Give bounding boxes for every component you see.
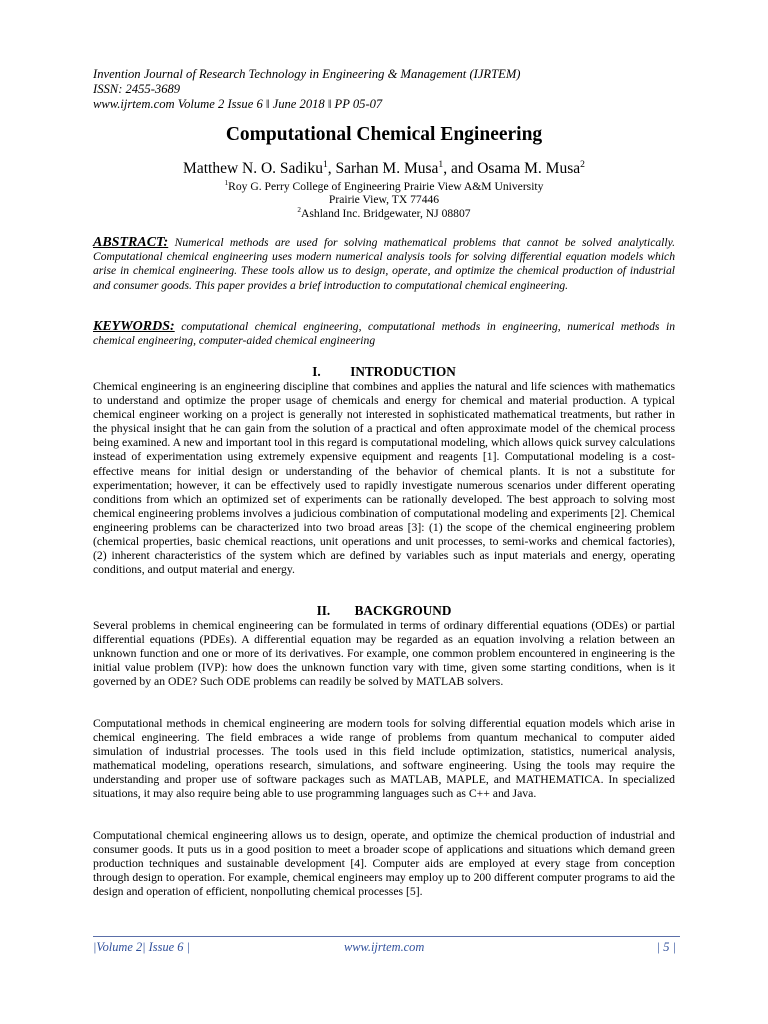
author-separator: , — [327, 160, 336, 177]
affiliation-mark: 2 — [580, 158, 585, 170]
abstract-text: Numerical methods are used for solving mathematical problems that cannot be solved analytically. Computational chemical engineering uses modern numerical analysis tools for solving differential equation models which arise in chemical engineering. These tools allow us to design, operate, and optimize the chemical production of industrial and consumer goods. This paper provides a brief introduction to computational chemical engineering. — [93, 236, 676, 292]
paragraph: Computational methods in chemical engineering are modern tools for solving differential equation models which arise in chemical engineering. The field embraces a wide range of problems from quantum mechanical to computer aided simulation of industrial processes. The tools used in this field include optimization, statistics, numerical analysis, mathematical modeling, operations research, simulations, and software engineering. Using the tools may require the understanding and proper use of software packages such as MATLAB, MAPLE, and MATHEMATICA. In specialized situations, it may also require being able to use programming languages such as C++ and Java. — [93, 717, 675, 801]
footer-divider — [93, 936, 680, 937]
affiliation-mark: 2 — [297, 206, 302, 215]
section-title: BACKGROUND — [354, 603, 452, 618]
paragraph: Several problems in chemical engineering can be formulated in terms of ordinary differential equations (ODEs) or partial differential equations (PDEs). A differential equation may be regarded as an equation involving a relation between an unknown function and one or more of its derivatives. For example, one common problem encountered in engineering is the initial value problem (IVP): how does the unknown function vary with time, given some starting conditions, when is it governed by an ODE? Such ODE problems can readily be solved by MATLAB solvers. — [93, 619, 675, 689]
issn: ISSN: 2455-3689 — [93, 82, 181, 96]
paragraph: Chemical engineering is an engineering discipline that combines and applies the natural and life sciences with mathematics to understand and optimize the proper usage of chemicals and energy for chemical and material production. A typical chemical engineer working on a project is generally not interested in sophisticated mathematical treatments, but rather in the physical insight that he can gain from the solution of a practical and often approximate model of the chemical process being examined. A new and important tool in this regard is computational modeling, which allows quick survey calculations instead of experimentation using extremely expensive equipment and reagents [1]. Computational modeling is a cost-effective means for initial design or understanding of the behavior of chemical plants. It is not a substitute for experimentation; however, it can be effectively used to rapidly investigate numerous scenarios under different operating conditions from which an optimized set of experiments can be rationally developed. The best approach to solving most chemical engineering problems involves a judicious combination of computational modeling and experiments [2]. Chemical engineering problems can be characterized into two broad areas [3]: (1) the scope of the chemical engineering problem (chemical properties, basic chemical reactions, unit operations and unit processes, to semi-works and chemical factories), (2) inherent characteristics of the system which are defined by variables such as input materials and energy, operating conditions, and output material and energy. — [93, 380, 675, 577]
author-name: Sarhan M. Musa — [335, 160, 439, 177]
footer-page-number: | 5 | — [656, 940, 676, 954]
paragraph: Computational chemical engineering allows us to design, operate, and optimize the chemical production of industrial and consumer goods. It puts us in a good position to meet a broader scope of applications and situations which demand green production techniques and sustainable development [4]. Computer aids are employed at every stage from conception through design to operation. For example, chemical engineers may employ up to 200 different computer programs to aid the design and operation of efficient, nonpolluting chemical processes [5]. — [93, 829, 675, 899]
affiliation-text: Ashland Inc. Bridgewater, NJ 08807 — [301, 207, 471, 220]
abstract — [93, 236, 675, 293]
section-number: I. — [312, 364, 321, 379]
journal-name: Invention Journal of Research Technology in Engineering & Management (IJRTEM) — [93, 67, 521, 81]
section-heading-introduction — [0, 364, 768, 380]
affiliation-2 — [0, 207, 768, 220]
section-title: INTRODUCTION — [350, 364, 456, 379]
footer-volume-issue: |Volume 2| Issue 6 | — [93, 940, 190, 954]
author-name: Osama M. Musa — [477, 160, 581, 177]
abstract-label: ABSTRACT: — [93, 235, 169, 250]
author-list — [0, 160, 768, 178]
author-separator: , and — [443, 160, 478, 177]
keywords-label: KEYWORDS: — [93, 319, 175, 334]
keywords — [93, 320, 675, 348]
volume-line: www.ijrtem.com Volume 2 Issue 6 ǁ June 2018 ǁ PP 05-07 — [93, 97, 383, 111]
affiliation-mark: 1 — [438, 158, 444, 170]
section-heading-background — [0, 603, 768, 619]
paper-title: Computational Chemical Engineering — [225, 124, 543, 145]
affiliation-1 — [0, 180, 768, 193]
footer-website-link[interactable]: www.ijrtem.com — [344, 940, 425, 954]
keywords-text: computational chemical engineering, computational methods in engineering, numerical methods in chemical engineering, computer-aided chemical engineering — [93, 320, 675, 348]
affiliation-1-address: Prairie View, TX 77446 — [328, 193, 440, 206]
section-number: II. — [316, 603, 331, 618]
author-name: Matthew N. O. Sadiku — [183, 160, 323, 177]
affiliation-text: Roy G. Perry College of Engineering Prairie View A&M University — [228, 180, 544, 193]
affiliation-mark: 1 — [224, 179, 229, 188]
running-header — [93, 67, 683, 112]
affiliation-mark: 1 — [322, 158, 328, 170]
